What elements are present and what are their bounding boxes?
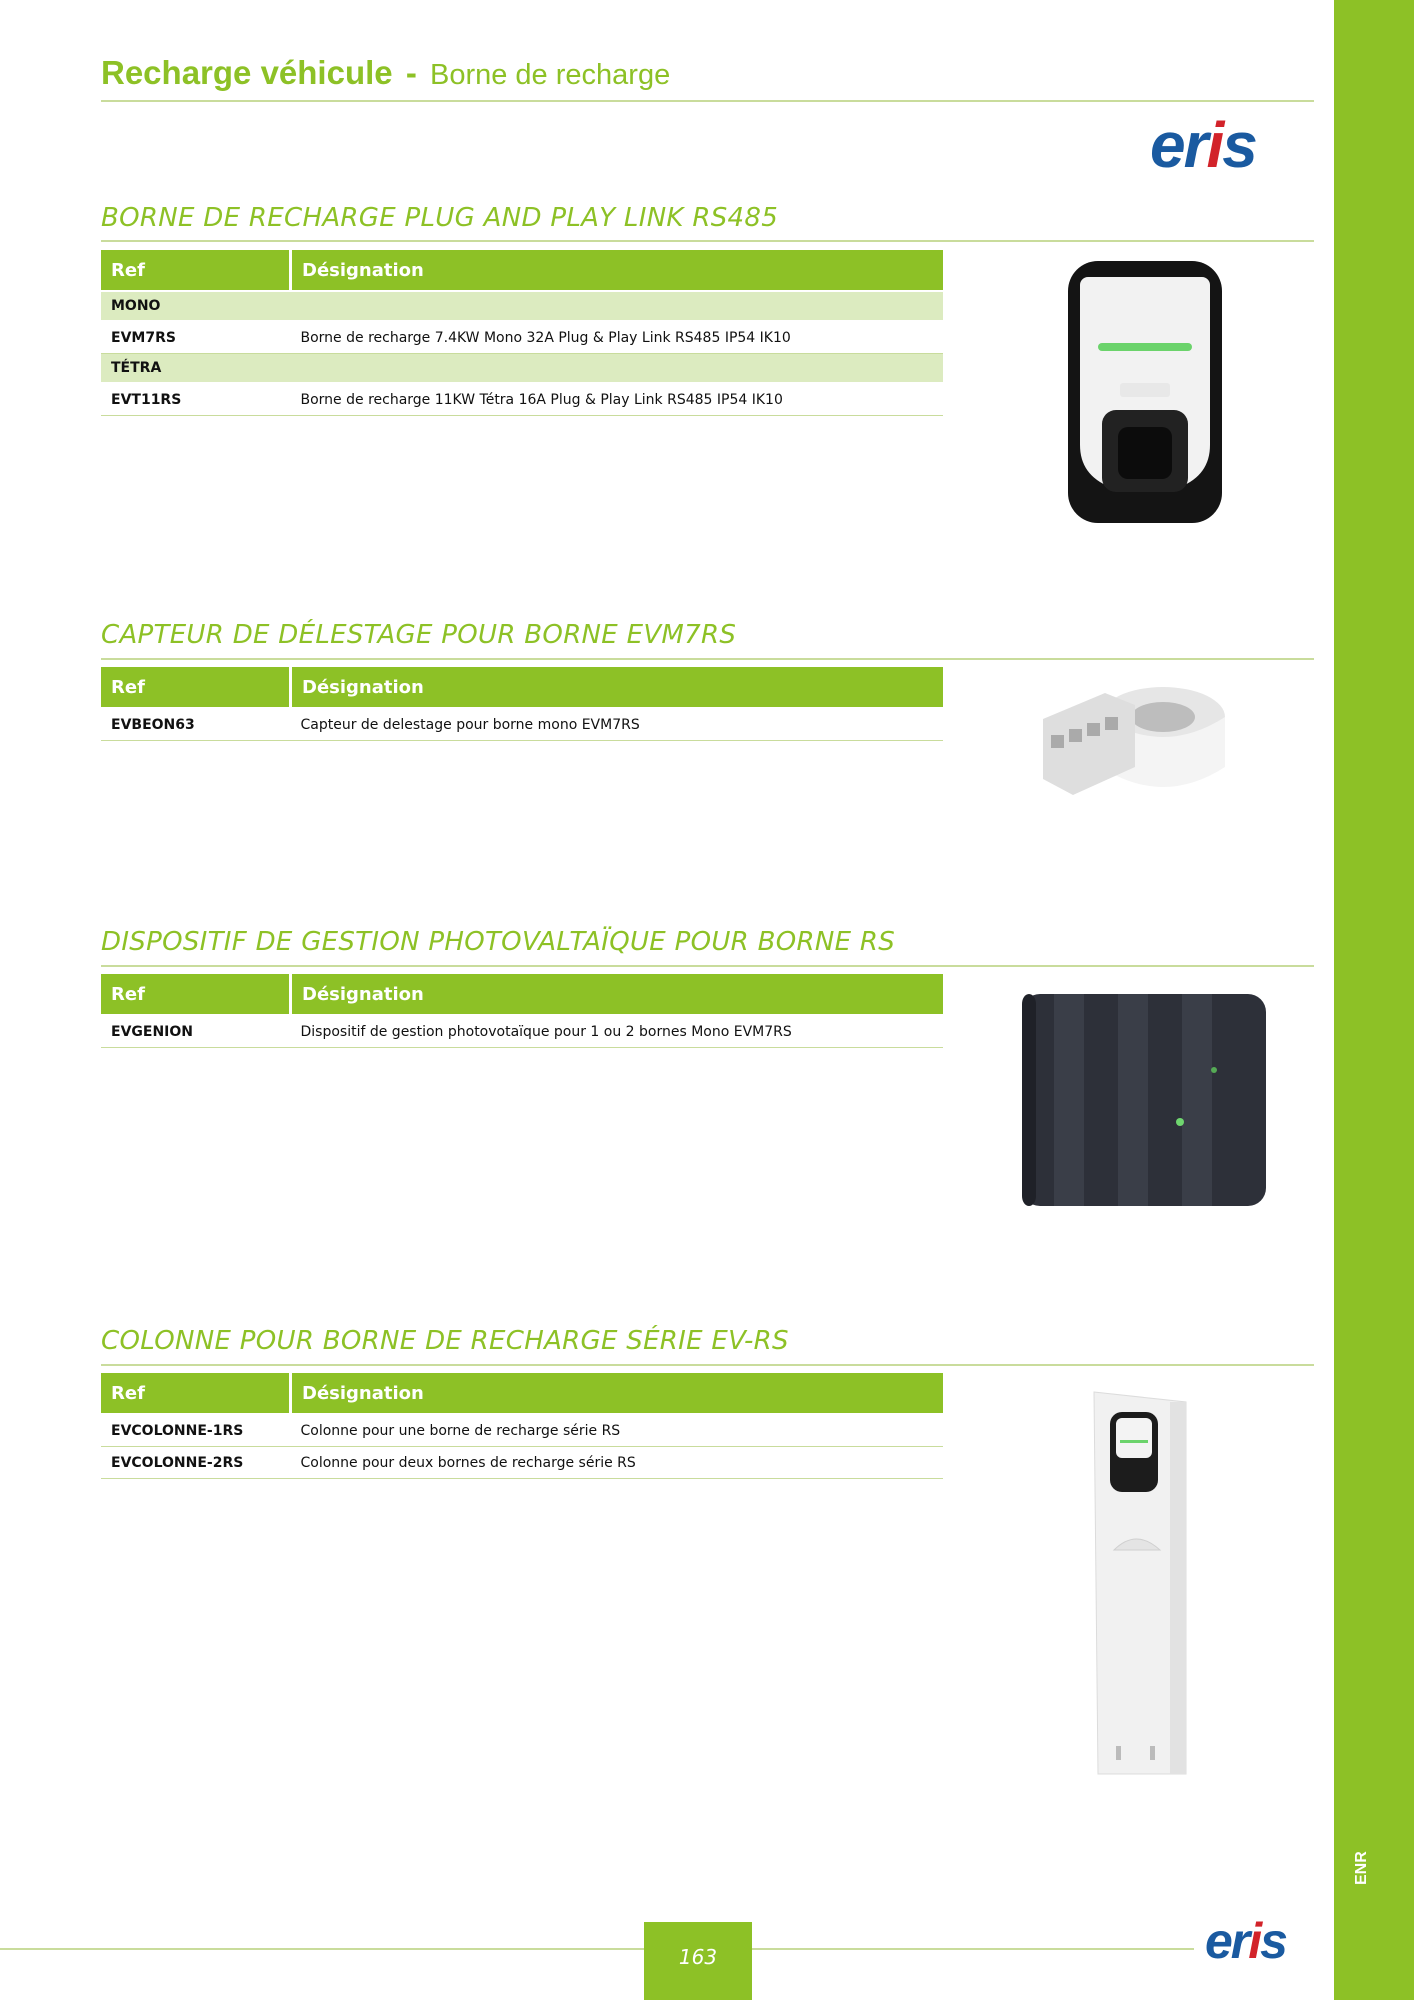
product-designation: Borne de recharge 11KW Tétra 16A Plug & Play Link RS485 IP54 IK10 — [291, 383, 944, 416]
table-row — [101, 708, 943, 741]
table-row — [101, 1414, 943, 1447]
section-rule — [101, 658, 1314, 660]
product-ref: EVCOLONNE-1RS — [101, 1414, 291, 1447]
product-designation: Capteur de delestage pour borne mono EVM7RS — [291, 708, 944, 741]
column-header-ref: Ref — [101, 1373, 291, 1414]
column-header-designation: Désignation — [291, 1373, 944, 1414]
charging-column-icon — [1090, 1388, 1190, 1778]
product-designation: Dispositif de gestion photovotaïque pour 1 ou 2 bornes Mono EVM7RS — [291, 1015, 944, 1048]
table-header-row — [101, 250, 943, 291]
section-tab-label: ENR — [1353, 1851, 1370, 1885]
pv-management-box-icon — [1018, 990, 1270, 1210]
product-ref: EVGENION — [101, 1015, 291, 1048]
column-header-ref: Ref — [101, 974, 291, 1015]
footer-rule — [752, 1948, 1194, 1950]
product-designation: Borne de recharge 7.4KW Mono 32A Plug & Play Link RS485 IP54 IK10 — [291, 321, 944, 354]
table-group-row — [101, 291, 943, 321]
table-header-row — [101, 1373, 943, 1414]
section-rule — [101, 1364, 1314, 1366]
page-title — [101, 54, 670, 92]
table-row — [101, 1015, 943, 1048]
section-rule — [101, 965, 1314, 967]
product-table-pv — [101, 974, 943, 1048]
section-title-pv: DISPOSITIF DE GESTION PHOTOVALTAÏQUE POUR BORNE RS — [101, 927, 896, 957]
product-ref: EVCOLONNE-2RS — [101, 1447, 291, 1479]
product-ref: EVBEON63 — [101, 708, 291, 741]
wallbox-charger-icon — [1060, 255, 1230, 530]
table-row — [101, 383, 943, 416]
footer-brand-logo: eris — [1205, 1913, 1286, 1969]
brand-logo: eris — [1150, 109, 1256, 181]
group-label: MONO — [101, 291, 291, 321]
header-rule — [101, 100, 1314, 102]
product-ref: EVM7RS — [101, 321, 291, 354]
product-designation: Colonne pour deux bornes de recharge série RS — [291, 1447, 944, 1479]
page-title-main: Recharge véhicule — [101, 54, 393, 91]
footer-rule — [0, 1948, 644, 1950]
column-header-designation: Désignation — [291, 974, 944, 1015]
current-sensor-icon — [1035, 675, 1235, 810]
product-table-column — [101, 1373, 943, 1479]
product-table-sensor — [101, 667, 943, 741]
product-ref: EVT11RS — [101, 383, 291, 416]
table-row — [101, 1447, 943, 1479]
section-title-column: COLONNE POUR BORNE DE RECHARGE SÉRIE EV-RS — [101, 1326, 789, 1356]
side-band — [1334, 0, 1414, 2000]
column-header-designation: Désignation — [291, 667, 944, 708]
column-header-ref: Ref — [101, 667, 291, 708]
column-header-ref: Ref — [101, 250, 291, 291]
page-title-separator: - — [405, 54, 417, 91]
table-header-row — [101, 667, 943, 708]
page-number: 163 — [644, 1922, 752, 2000]
table-header-row — [101, 974, 943, 1015]
section-title-charger: BORNE DE RECHARGE PLUG AND PLAY LINK RS485 — [101, 203, 779, 233]
section-title-sensor: CAPTEUR DE DÉLESTAGE POUR BORNE EVM7RS — [101, 620, 737, 650]
group-label: TÉTRA — [101, 354, 291, 384]
table-row — [101, 321, 943, 354]
table-group-row — [101, 354, 943, 384]
page-title-sub: Borne de recharge — [429, 59, 671, 91]
section-rule — [101, 240, 1314, 242]
product-table-charger — [101, 250, 943, 416]
product-designation: Colonne pour une borne de recharge série RS — [291, 1414, 944, 1447]
column-header-designation: Désignation — [291, 250, 944, 291]
